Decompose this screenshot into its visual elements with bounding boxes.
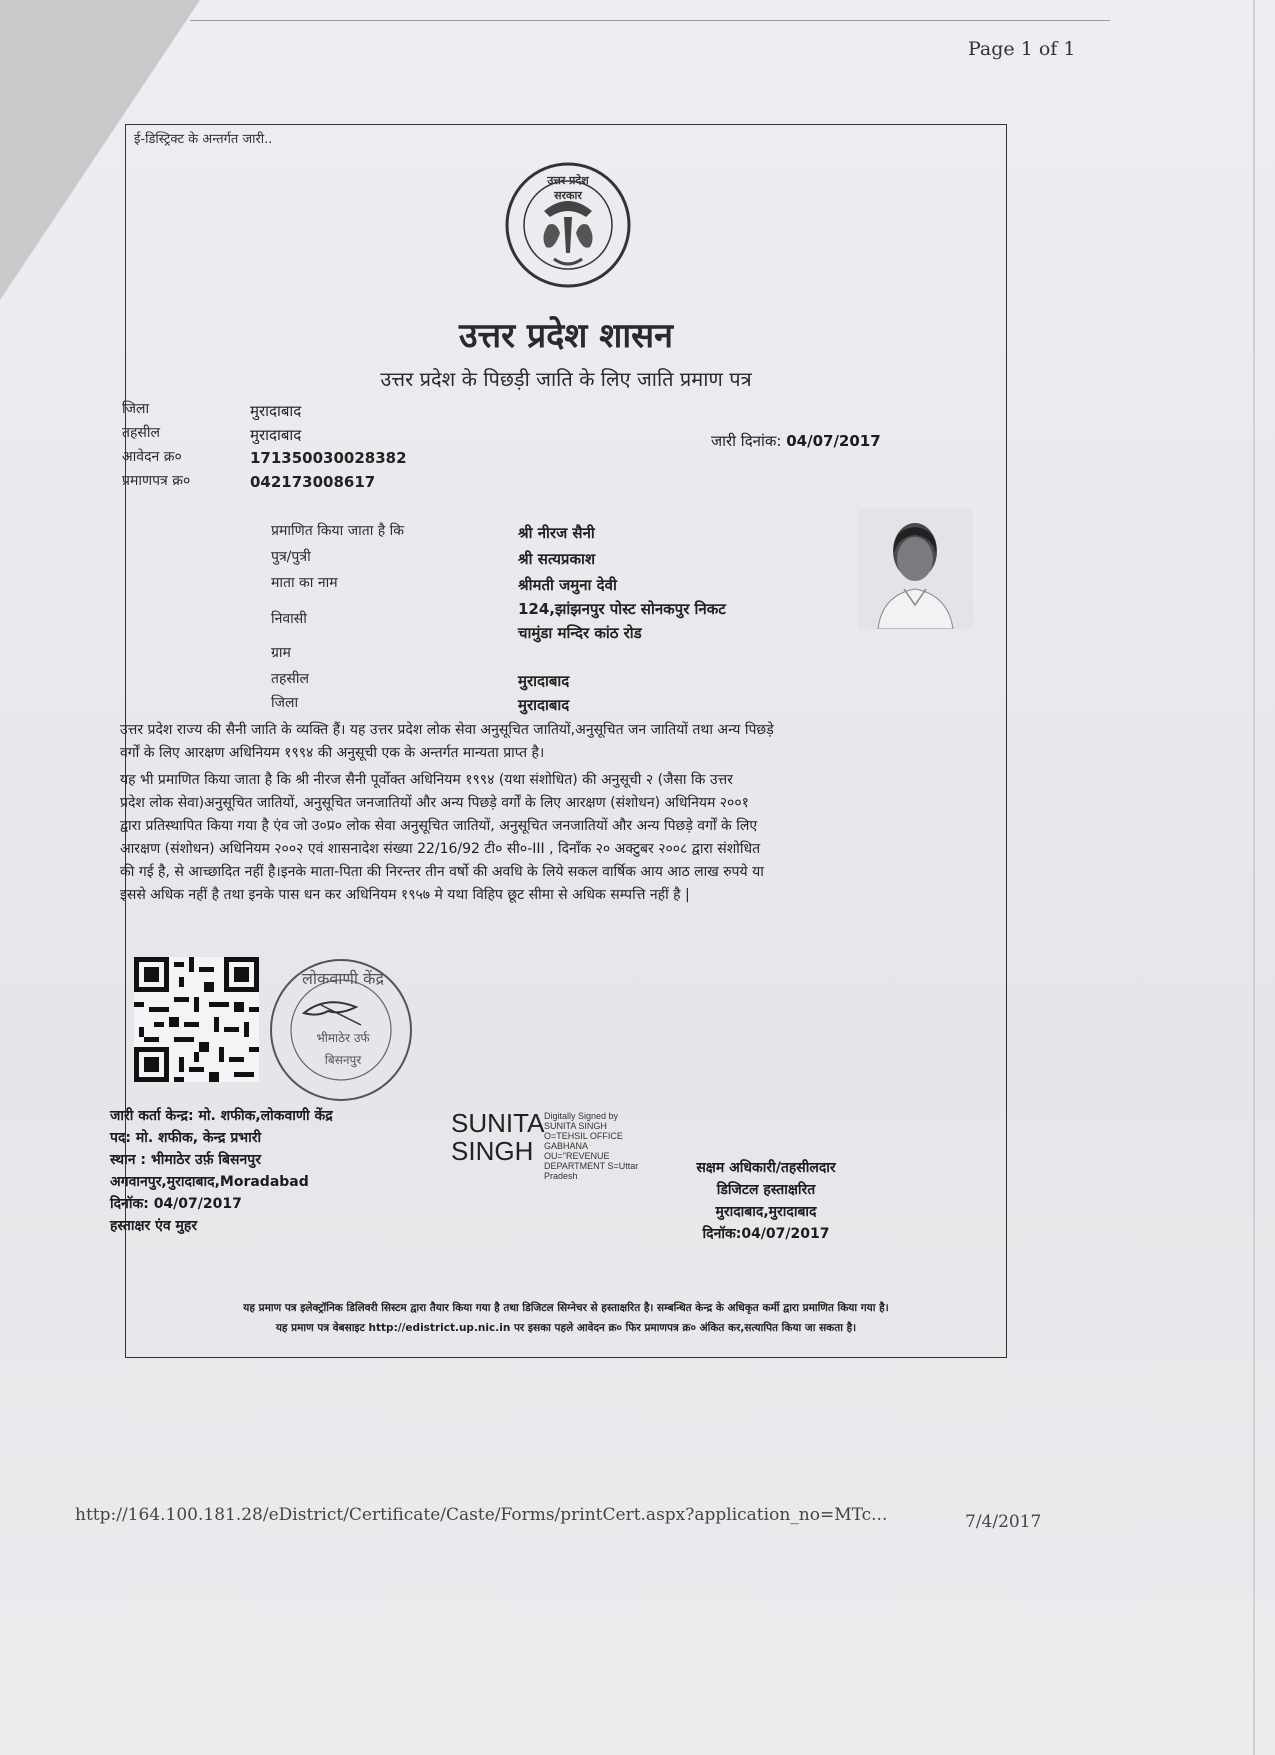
exclusion-statement-line: आरक्षण (संशोधन) अधिनियम २००२ एवं शासनादेश संख्या 22/16/92 टी० सी०-III , दिनाँक २० अक्टुबर २००८ द्वारा संशोधित [120, 841, 761, 857]
seal-text-middle: भीमाठेर उर्फ [316, 1031, 370, 1045]
authority-date-row [646, 1223, 886, 1245]
exclusion-statement [120, 769, 1000, 907]
father-name: श्री सत्यप्रकाश [518, 550, 596, 568]
government-title: उत्तर प्रदेश शासन [458, 316, 673, 356]
digital-signature-meta [544, 1111, 638, 1181]
authority-block [646, 1157, 886, 1245]
lokvani-seal [266, 955, 416, 1105]
right-edge-line [1253, 0, 1255, 1755]
issuer-address: अगवानपुर,मुरादाबाद,Moradabad [110, 1174, 309, 1190]
authority-title: सक्षम अधिकारी/तहसीलदार [696, 1160, 836, 1176]
issuer-date: 04/07/2017 [153, 1196, 242, 1212]
up-emblem-icon [504, 161, 632, 289]
sig-meta-line: Pradesh [544, 1171, 578, 1181]
district-label-2: जिला [271, 695, 299, 711]
tehsil-label: तहसील [122, 425, 160, 441]
district-value-2: मुरादाबाद [518, 696, 570, 714]
holder-name: श्री नीरज सैनी [518, 524, 595, 542]
exclusion-statement-line: प्रदेश लोक सेवा)अनुसूचित जातियों, अनुसूचित जनजातियों और अन्य पिछड़े वर्गों के लिए आरक्षण (संशोधन) अधिनियम २००१ [120, 795, 749, 811]
top-edge-line [190, 20, 1110, 21]
issuer-post: पद: मो. शफीक, केन्द्र प्रभारी [110, 1130, 262, 1146]
certificate-number-label: प्रमाणपत्र क्र० [122, 473, 191, 489]
sig-meta-line: Digitally Signed by [544, 1111, 619, 1121]
holder-photo [858, 509, 973, 629]
seal-text-top: लोकवाणी केंद्र [302, 969, 384, 988]
tehsil-value: मुरादाबाद [250, 426, 302, 444]
emblem-caption: उत्तर प्रदेश सरकार [547, 174, 589, 202]
issuer-date-row [110, 1193, 333, 1215]
district-label: जिला [122, 401, 150, 417]
qr-code [134, 957, 259, 1082]
child-of-label: पुत्र/पुत्री [271, 549, 311, 565]
address-line-2: चामुंडा मन्दिर कांठ रोड [518, 624, 642, 642]
issue-date-label: जारी दिनांक: [711, 432, 782, 450]
issuer-date-label: दिनॉक: [110, 1196, 149, 1212]
authority-date-label: दिनॉक: [702, 1226, 742, 1242]
certify-label: प्रमाणित किया जाता है कि [271, 523, 405, 539]
application-number: 171350030028382 [250, 449, 407, 467]
certificate-title: उत्तर प्रदेश के पिछड़ी जाति के लिए जाति प्रमाण पत्र [380, 367, 752, 391]
print-url: http://164.100.181.28/eDistrict/Certificate/Caste/Forms/printCert.aspx?application_no=MTc... [75, 1505, 888, 1525]
district-value: मुरादाबाद [250, 402, 302, 420]
authority-date: 04/07/2017 [741, 1226, 830, 1242]
issue-date-row [711, 431, 881, 451]
seal-text-bottom: बिसनपुर [324, 1053, 362, 1067]
footer-note-2: यह प्रमाण पत्र वेबसाइट http://edistrict.up.nic.in पर इसका पहले आवेदन क्र० फिर प्रमाणपत्र क्र० अंकित कर,सत्यापित किया जा सकता है। [275, 1322, 857, 1334]
issuer-place: स्थान : भीमाठेर उर्फ़ बिसनपुर [110, 1152, 261, 1168]
mother-name: श्रीमती जमुना देवी [518, 576, 617, 594]
mother-label: माता का नाम [271, 575, 338, 591]
caste-statement [120, 719, 1000, 765]
print-date: 7/4/2017 [965, 1512, 1042, 1532]
signer-name-line-2: SINGH [451, 1136, 534, 1166]
sig-meta-line: GABHANA [544, 1141, 589, 1151]
exclusion-statement-line: यह भी प्रमाणित किया जाता है कि श्री नीरज सैनी पूर्वोक्त अधिनियम १९९४ (यथा संशोधित) की अनुसूची २ (जैसा कि उत्तर [120, 772, 733, 788]
authority-signed: डिजिटल हस्ताक्षरित [716, 1182, 816, 1198]
application-number-label: आवेदन क्र० [122, 449, 182, 465]
certificate-frame [110, 124, 1007, 1358]
sig-meta-line: OU="REVENUE [544, 1151, 610, 1161]
sig-meta-line: DEPARTMENT S=Uttar [544, 1161, 639, 1171]
resident-label: निवासी [271, 611, 307, 627]
tehsil-label-2: तहसील [271, 671, 309, 687]
sig-meta-line: O=TEHSIL OFFICE [544, 1131, 623, 1141]
issuer-sign-label: हस्ताक्षर एंव मुहर [110, 1218, 198, 1234]
exclusion-statement-line: इससे अधिक नहीं है तथा इनके पास धन कर अधिनियम १९५७ मे यथा विहिप छूट सीमा से अधिक सम्पत्ति नहीं है | [120, 887, 690, 903]
footer-note-1: यह प्रमाण पत्र इलेक्ट्रॉनिक डिलिवरी सिस्टम द्वारा तैयार किया गया है तथा डिजिटल सिग्नेचर से हस्ताक्षरित है। सम्बन्धित केन्द्र के अधिकृत कर्मी द्वारा प्रमाणित किया गया है। [243, 1302, 889, 1314]
caste-statement-line: वर्गों के लिए आरक्षण अधिनियम १९९४ की अनुसूची एक के अन्तर्गत मान्यता प्राप्त है। [120, 745, 545, 761]
page-number: Page 1 of 1 [968, 38, 1076, 60]
digital-signature [451, 1109, 544, 1165]
address-line-1: 124,झांझनपुर पोस्ट सोनकपुर निकट [518, 600, 726, 618]
certificate-number: 042173008617 [250, 473, 376, 491]
exclusion-statement-line: की गई है, से आच्छादित नहीं है।इनके माता-पिता की निरन्तर तीन वर्षो की अवधि के लिये सकल वार्षिक आय आठ लाख रुपये या [120, 864, 764, 880]
exclusion-statement-line: द्वारा प्रतिस्थापित किया गया है एंव जो उ०प्र० लोक सेवा अनुसूचित जातियों, अनुसूचित जनजातियों और अन्य पिछड़े वर्गों के लिए [120, 818, 758, 834]
authority-place: मुरादाबाद,मुरादाबाद [715, 1204, 817, 1220]
caste-statement-line: उत्तर प्रदेश राज्य की सैनी जाति के व्यक्ति हैं। यह उत्तर प्रदेश लोक सेवा अनुसूचित जातियों,अनुसूचित जन जातियों तथा अन्य पिछड़े [120, 722, 774, 738]
issued-under-note: ई-डिस्ट्रिक्ट के अन्तर्गत जारी.. [134, 132, 273, 147]
issue-date: 04/07/2017 [786, 432, 881, 450]
issuer-centre: जारी कर्ता केन्द्र: मो. शफीक,लोकवाणी केंद्र [110, 1108, 333, 1124]
tehsil-value-2: मुरादाबाद [518, 672, 570, 690]
issuer-block [110, 1105, 333, 1237]
village-label: ग्राम [271, 645, 291, 661]
signer-name-line-1: SUNITA [451, 1108, 545, 1138]
sig-meta-line: SUNITA SINGH [544, 1121, 607, 1131]
